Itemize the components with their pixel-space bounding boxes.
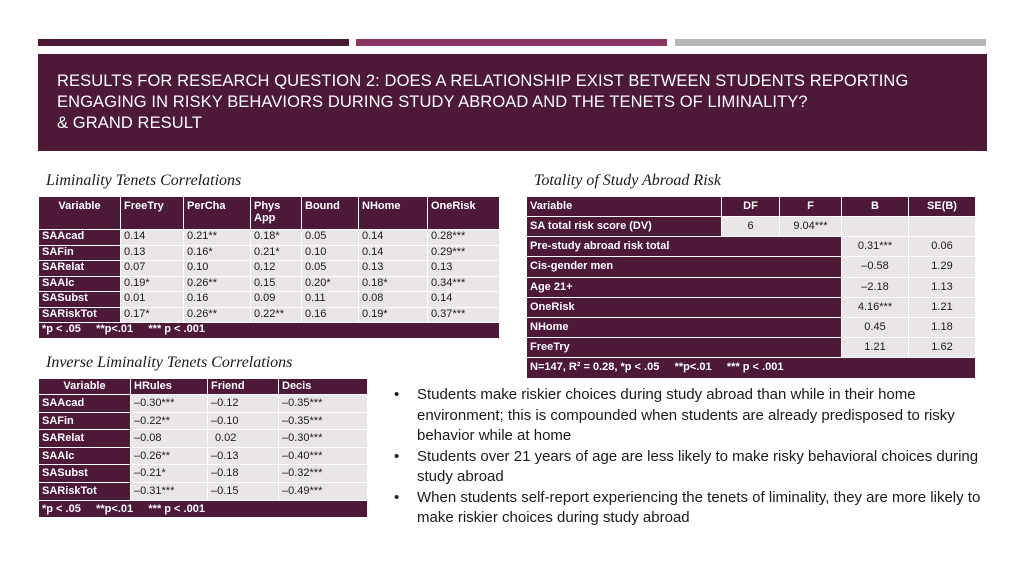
table-cell: 0.10 [184,261,251,277]
row-label: SARelat [39,261,121,277]
finding-text: Students make riskier choices during study abroad than while in their home environment; this is compounded when students are already predisposed to risky behavior while at home [417,386,955,444]
table-cell: 0.28*** [428,230,500,246]
table-cell: 0.26** [184,276,251,292]
table-cell: –0.10 [208,412,279,430]
table-cell: 0.08 [359,292,428,308]
slide-title [57,71,977,134]
table-row [39,395,368,413]
table-cell: 0.13 [428,261,500,277]
table-cell: 6 [722,217,780,237]
table-cell: 0.17* [121,307,184,323]
table-cell: –0.31*** [131,482,208,500]
table-cell: 0.11 [302,292,359,308]
list-item [394,385,1004,447]
table-footnote-row [39,323,500,339]
table-row [39,292,500,308]
list-item [394,447,1004,488]
table-cell: 0.13 [359,261,428,277]
table-cell: 1.18 [909,317,976,337]
table-cell [909,217,976,237]
title-line-2: ENGAGING IN RISKY BEHAVIORS DURING STUDY ABROAD AND THE TENETS OF LIMINALITY? [57,93,808,111]
inverse-table-label: Inverse Liminality Tenets Correlations [46,354,293,371]
row-label: NHome [527,317,842,337]
header-cell: B [842,197,909,217]
table-cell: –2.18 [842,277,909,297]
liminality-table-label: Liminality Tenets Correlations [46,172,242,189]
table-row [39,276,500,292]
table-row [527,217,976,237]
table-cell: –0.32*** [279,465,368,483]
row-label: SASubst [39,292,121,308]
bullet-icon: • [394,488,400,506]
table-cell: 0.10 [302,245,359,261]
row-label: OneRisk [527,297,842,317]
title-line-3: & GRAND RESULT [57,114,203,132]
row-label: Cis-gender men [527,257,842,277]
table-header-row [527,197,976,217]
table-cell: 0.19* [121,276,184,292]
table-row [39,230,500,246]
table-cell: –0.08 [131,430,208,448]
row-label: SAFin [39,245,121,261]
table-cell: 0.07 [121,261,184,277]
row-label: SASubst [39,465,131,483]
table-row [39,465,368,483]
header-cell: DF [722,197,780,217]
header-cell: Friend [208,379,279,395]
row-label: SA total risk score (DV) [527,217,722,237]
table-cell: 0.05 [302,230,359,246]
row-label: Age 21+ [527,277,842,297]
table-cell: 0.14 [359,230,428,246]
table-cell: –0.40*** [279,447,368,465]
header-cell: OneRisk [428,197,500,230]
row-label: SAAcad [39,230,121,246]
table-footnote-row [39,500,368,518]
table-row [527,277,976,297]
table-row [527,338,976,358]
table-row [39,412,368,430]
model-footnote: N=147, R² = 0.28, *p < .05 **p<.01 *** p < .001 [527,358,976,378]
table-row [527,237,976,257]
table-cell: 0.16 [184,292,251,308]
table-cell: 0.22** [251,307,302,323]
table-header-row [39,197,500,230]
finding-text: Students over 21 years of age are less likely to make risky behavioral choices during study abroad [417,447,979,485]
totality-table-label: Totality of Study Abroad Risk [534,172,721,189]
table-cell: –0.49*** [279,482,368,500]
table-cell: 1.29 [909,257,976,277]
title-line-1: RESULTS FOR RESEARCH QUESTION 2: DOES A RELATIONSHIP EXIST BETWEEN STUDENTS REPORTING [57,72,909,90]
table-cell: –0.15 [208,482,279,500]
table-cell: 0.15 [251,276,302,292]
significance-footnote: *p < .05 **p<.01 *** p < .001 [39,323,500,339]
table-cell: 0.21* [251,245,302,261]
table-cell: 0.05 [302,261,359,277]
table-cell: 0.34*** [428,276,500,292]
table-cell: 4.16*** [842,297,909,317]
table-cell: 0.19* [359,307,428,323]
totality-risk-table [526,196,976,379]
table-cell: 0.18* [359,276,428,292]
table-cell: 1.21 [909,297,976,317]
table-cell: –0.22** [131,412,208,430]
table-cell: –0.35*** [279,412,368,430]
header-cell: F [780,197,842,217]
table-cell: 0.31*** [842,237,909,257]
table-cell: 0.16 [302,307,359,323]
table-cell: 0.14 [359,245,428,261]
header-cell: Variable [527,197,722,217]
table-cell: 0.06 [909,237,976,257]
table-cell: –0.12 [208,395,279,413]
accent-bar-maroon [38,39,349,46]
table-cell: –0.18 [208,465,279,483]
table-cell: 1.21 [842,338,909,358]
header-cell: Variable [39,197,121,230]
table-cell: –0.58 [842,257,909,277]
table-cell: 0.14 [428,292,500,308]
significance-footnote: *p < .05 **p<.01 *** p < .001 [39,500,368,518]
table-cell: 1.62 [909,338,976,358]
bullet-icon: • [394,386,400,403]
title-band [38,54,987,151]
header-cell: Bound [302,197,359,230]
header-cell: PerCha [184,197,251,230]
row-label: SAAcad [39,395,131,413]
table-cell: 0.01 [121,292,184,308]
row-label: SARiskTot [39,482,131,500]
header-cell: Phys App [251,197,302,230]
table-row [39,447,368,465]
row-label: SAFin [39,412,131,430]
table-cell: 0.02 [208,430,279,448]
table-row [39,307,500,323]
header-cell: Decis [279,379,368,395]
table-cell: –0.30*** [279,430,368,448]
table-cell: 0.09 [251,292,302,308]
row-label: Pre-study abroad risk total [527,237,842,257]
table-cell: 0.20* [302,276,359,292]
table-row [39,430,368,448]
row-label: SARiskTot [39,307,121,323]
header-cell: NHome [359,197,428,230]
table-cell: –0.21* [131,465,208,483]
table-row [527,317,976,337]
table-cell: 0.16* [184,245,251,261]
list-item [394,488,1004,529]
header-cell: SE(B) [909,197,976,217]
table-row [39,261,500,277]
row-label: SAAlc [39,276,121,292]
table-cell: 0.45 [842,317,909,337]
table-cell: 0.26** [184,307,251,323]
accent-bar-magenta [356,39,667,46]
row-label: SAAlc [39,447,131,465]
table-cell: 0.13 [121,245,184,261]
table-header-row [39,379,368,395]
table-cell: –0.35*** [279,395,368,413]
accent-bar-gray [675,39,986,46]
bullet-icon: • [394,447,400,465]
table-cell: 0.12 [251,261,302,277]
finding-text: When students self-report experiencing the tenets of liminality, they are more likely to make riskier choices during study abroad [417,488,981,526]
header-cell: Variable [39,379,131,395]
table-row [39,482,368,500]
table-cell: 0.21** [184,230,251,246]
table-row [527,297,976,317]
liminality-correlations-table [38,196,500,339]
table-cell: –0.13 [208,447,279,465]
table-row [39,245,500,261]
table-cell: 0.18* [251,230,302,246]
table-cell: 0.14 [121,230,184,246]
row-label: FreeTry [527,338,842,358]
header-cell: FreeTry [121,197,184,230]
findings-list [394,385,1004,529]
table-cell: 0.29*** [428,245,500,261]
table-row [527,257,976,277]
table-cell: 0.37*** [428,307,500,323]
header-cell: HRules [131,379,208,395]
table-cell: –0.26** [131,447,208,465]
table-cell [842,217,909,237]
table-cell: –0.30*** [131,395,208,413]
table-cell: 9.04*** [780,217,842,237]
inverse-liminality-correlations-table [38,378,368,518]
row-label: SARelat [39,430,131,448]
table-footnote-row [527,358,976,378]
table-cell: 1.13 [909,277,976,297]
